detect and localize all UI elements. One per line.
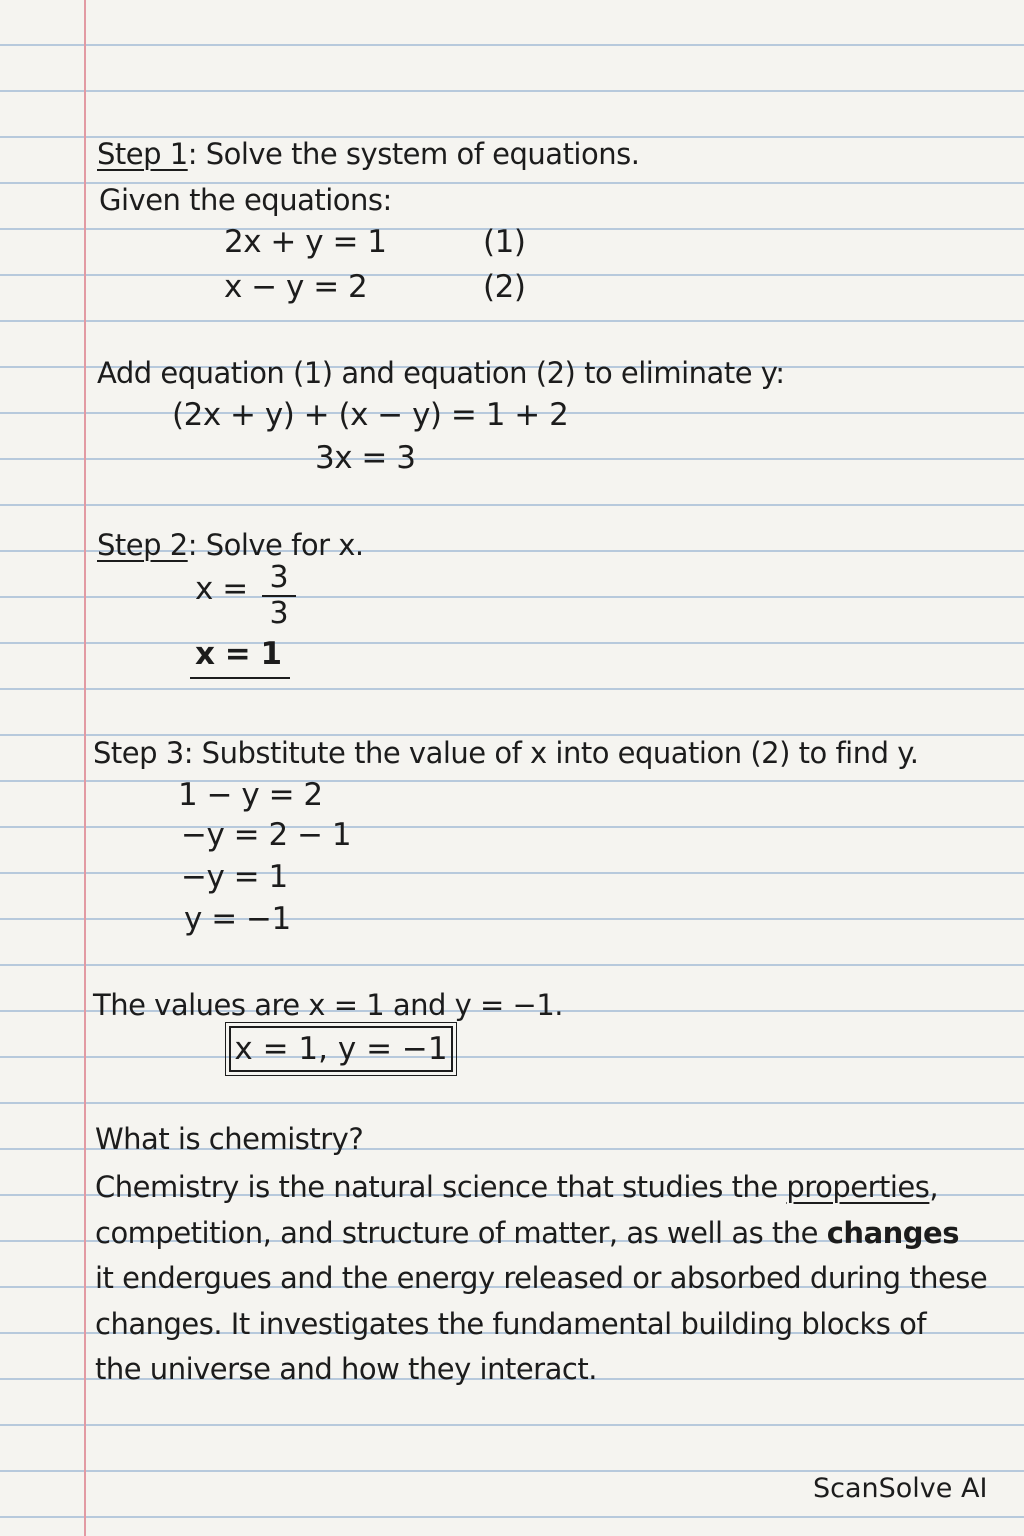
conclusion-text: The values are x = 1 and y = −1. (93, 988, 564, 1022)
chemistry-line-2 (95, 1216, 959, 1250)
boxed-answer: x = 1, y = −1 (229, 1026, 453, 1072)
chemistry-question: What is chemistry? (95, 1122, 364, 1156)
step3-line-4: y = −1 (184, 901, 291, 937)
chemistry-line-5: the universe and how they interact. (95, 1352, 597, 1386)
chemistry-line-1-end: , (929, 1170, 939, 1204)
step2-label: Step 2 (97, 528, 188, 562)
numerator: 3 (269, 560, 289, 595)
equation-2: x − y = 2 (224, 269, 368, 305)
x-answer: x = 1 (195, 636, 282, 672)
step2-text: : Solve for x. (187, 528, 364, 562)
chemistry-line-1-start: Chemistry is the natural science that studies the (95, 1170, 787, 1204)
step1-text: : Solve the system of equations. (187, 137, 640, 171)
step3-line-1: 1 − y = 2 (178, 777, 323, 813)
combined-result: 3x = 3 (315, 440, 416, 476)
given-text: Given the equations: (99, 183, 392, 217)
fraction (262, 560, 296, 631)
step3-line-2: −y = 2 − 1 (181, 817, 352, 853)
add-equations-text: Add equation (1) and equation (2) to eliminate y: (97, 356, 785, 390)
chemistry-line-4: changes. It investigates the fundamental building blocks of (95, 1307, 927, 1341)
chemistry-line-1 (95, 1170, 938, 1204)
answer-underline (190, 677, 290, 679)
step1-heading (97, 137, 639, 171)
equation-1-tag: (1) (483, 224, 526, 260)
added-equation: (2x + y) + (x − y) = 1 + 2 (172, 397, 569, 433)
chemistry-line-3: it endergues and the energy released or absorbed during these (95, 1261, 988, 1295)
margin-line (84, 0, 86, 1536)
brand-label: ScanSolve AI (813, 1473, 988, 1504)
x-equals: x = (195, 571, 248, 607)
denominator: 3 (269, 596, 289, 631)
changes-word: changes (826, 1216, 959, 1250)
step3-heading: Step 3: Substitute the value of x into equation (2) to find y. (93, 736, 919, 770)
step3-line-3: −y = 1 (181, 859, 288, 895)
properties-word: properties (786, 1170, 930, 1204)
step1-label: Step 1 (97, 137, 188, 171)
equation-2-tag: (2) (483, 269, 526, 305)
equation-1: 2x + y = 1 (224, 224, 387, 260)
chemistry-line-2-start: competition, and structure of matter, as well as the (95, 1216, 827, 1250)
step2-heading (97, 528, 364, 562)
